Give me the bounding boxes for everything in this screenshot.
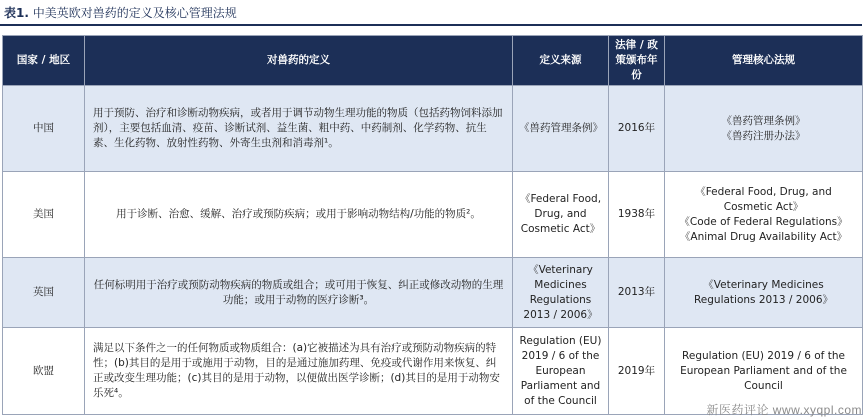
cell-region: 英国 — [3, 258, 85, 328]
table-caption — [4, 3, 237, 23]
cell-definition: 满足以下条件之一的任何物质或物质组合：(a)它被描述为具有治疗或预防动物疾病的特性；(b)其目的是用于或施用于动物，目的是通过施加药理、免疫或代谢作用来恢复、纠正或改变生理功能；(c)其目的是用于动物，以便做出医学诊断；(d)其目的是用于动物安乐死⁴。 — [85, 328, 513, 415]
cell-source: 《Federal Food, Drug, and Cosmetic Act》 — [513, 172, 609, 258]
cell-region: 欧盟 — [3, 328, 85, 415]
header-year-line: 策颁布年 — [615, 54, 658, 66]
header-definition: 对兽药的定义 — [85, 36, 513, 86]
caption-rule — [0, 24, 862, 26]
regulation-item: 《Code of Federal Regulations》 — [679, 215, 848, 228]
cell-source: Regulation (EU) 2019 / 6 of the European Parliament and of the Council — [513, 328, 609, 415]
header-region: 国家 / 地区 — [3, 36, 85, 86]
regulation-item: 《兽药管理条例》 — [721, 114, 806, 127]
header-regulations: 管理核心法规 — [665, 36, 863, 86]
cell-year: 2016年 — [609, 86, 665, 172]
cell-year: 2013年 — [609, 258, 665, 328]
cell-year: 1938年 — [609, 172, 665, 258]
header-year-line: 法律 / 政 — [615, 39, 658, 51]
cell-regulations — [665, 86, 863, 172]
cell-definition: 任何标明用于治疗或预防动物疾病的物质或组合；或可用于恢复、纠正或修改动物的生理功能；或用于动物的医疗诊断³。 — [85, 258, 513, 328]
caption-text: 中美英欧对兽药的定义及核心管理法规 — [32, 6, 237, 20]
regulation-table — [2, 35, 863, 415]
header-year-line: 份 — [631, 69, 642, 81]
cell-regulations: Regulation (EU) 2019 / 6 of the European Parliament and of the Council — [665, 328, 863, 415]
header-source: 定义来源 — [513, 36, 609, 86]
regulation-item: 《Animal Drug Availability Act》 — [679, 230, 848, 243]
cell-regulations — [665, 172, 863, 258]
cell-year: 2019年 — [609, 328, 665, 415]
cell-region: 美国 — [3, 172, 85, 258]
site-watermark: 新医药评论 www.xyqpl.com — [706, 403, 862, 417]
caption-label: 表1. — [4, 6, 29, 20]
table-row — [3, 86, 863, 172]
table-row — [3, 258, 863, 328]
header-year — [609, 36, 665, 86]
header-row — [3, 36, 863, 86]
cell-definition: 用于诊断、治愈、缓解、治疗或预防疾病；或用于影响动物结构/功能的物质²。 — [85, 172, 513, 258]
cell-source: 《Veterinary Medicines Regulations 2013 / 2006》 — [513, 258, 609, 328]
cell-definition: 用于预防、治疗和诊断动物疾病，或者用于调节动物生理功能的物质（包括药物饲料添加剂），主要包括血清、疫苗、诊断试剂、益生菌、粗中药、中药制剂、化学药物、抗生素、生化药物、放射性药物、外寄生虫剂和消毒剂¹。 — [85, 86, 513, 172]
regulation-item: 《兽药注册办法》 — [721, 129, 806, 142]
cell-regulations: 《Veterinary Medicines Regulations 2013 / 2006》 — [665, 258, 863, 328]
table-row — [3, 172, 863, 258]
cell-region: 中国 — [3, 86, 85, 172]
regulation-item: 《Federal Food, Drug, and Cosmetic Act》 — [695, 185, 832, 213]
cell-source: 《兽药管理条例》 — [513, 86, 609, 172]
